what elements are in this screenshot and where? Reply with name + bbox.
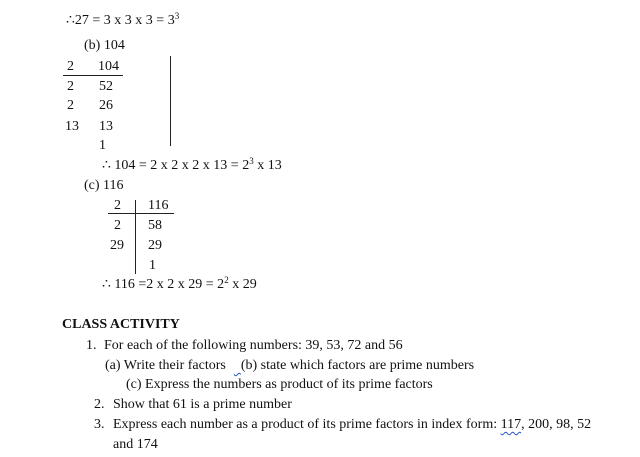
question-1a-text: (a) Write their factors: [105, 358, 226, 373]
part-b-vertical-rule: [170, 56, 171, 146]
part-b-result-exponent: 3: [249, 156, 254, 166]
part-c-quotient: 116: [148, 198, 169, 213]
part-b-quotient: 52: [99, 79, 113, 94]
question-1-number: 1.: [86, 338, 97, 353]
question-3-continuation: and 174: [113, 437, 158, 452]
part-c-divisor: 2: [114, 218, 121, 233]
intro-line-text: ∴27 = 3 x 3 x 3 = 3: [66, 13, 175, 28]
part-c-divisor: 2: [114, 198, 121, 213]
part-b-quotient: 26: [99, 98, 113, 113]
question-3-number-117: 117: [500, 417, 522, 432]
part-b-quotient: 104: [98, 59, 119, 74]
part-c-quotient: 58: [148, 218, 162, 233]
part-b-divisor: 2: [67, 59, 74, 74]
part-b-division-rule: [63, 75, 123, 76]
spelling-mark: [234, 358, 241, 373]
part-c-result-text: ∴ 116 =2 x 2 x 29 = 2: [102, 277, 225, 292]
question-3-text: [113, 417, 591, 433]
part-b-divisor: 2: [67, 79, 74, 94]
part-b-result-tail: x 13: [253, 158, 282, 173]
part-b-result-text: ∴ 104 = 2 x 2 x 2 x 13 = 2: [102, 158, 250, 173]
question-3-text-post: , 200, 98, 52: [521, 417, 592, 432]
part-b-quotient: 1: [99, 138, 106, 153]
intro-line: [66, 13, 179, 29]
question-1b-text: (b) state which factors are prime numbers: [240, 358, 475, 373]
question-2-number: 2.: [94, 397, 105, 412]
part-c-vertical-rule: [135, 200, 136, 274]
part-c-quotient: 1: [149, 258, 156, 273]
part-b-divisor: 13: [65, 119, 79, 134]
class-activity-heading: CLASS ACTIVITY: [62, 317, 180, 332]
part-c-result-tail: x 29: [228, 277, 257, 292]
question-3-text-pre: Express each number as a product of its prime factors in index form:: [113, 417, 501, 432]
question-1-text: For each of the following numbers: 39, 53, 72 and 56: [104, 338, 403, 353]
question-1c-text: (c) Express the numbers as product of its prime factors: [126, 377, 433, 392]
question-2-text: Show that 61 is a prime number: [113, 397, 292, 412]
question-1a-1b: [105, 358, 474, 374]
part-c-label: (c) 116: [84, 178, 124, 193]
part-c-quotient: 29: [148, 238, 162, 253]
part-c-division-rule: [108, 213, 174, 214]
part-c-result-exponent: 2: [224, 275, 229, 285]
part-b-label: (b) 104: [84, 38, 125, 53]
part-c-divisor: 29: [110, 238, 124, 253]
part-c-result: [102, 277, 257, 293]
intro-line-exponent: 3: [174, 11, 180, 21]
question-3-number: 3.: [94, 417, 105, 432]
part-b-quotient: 13: [99, 119, 113, 134]
part-b-divisor: 2: [67, 98, 74, 113]
part-b-result: [102, 158, 282, 174]
